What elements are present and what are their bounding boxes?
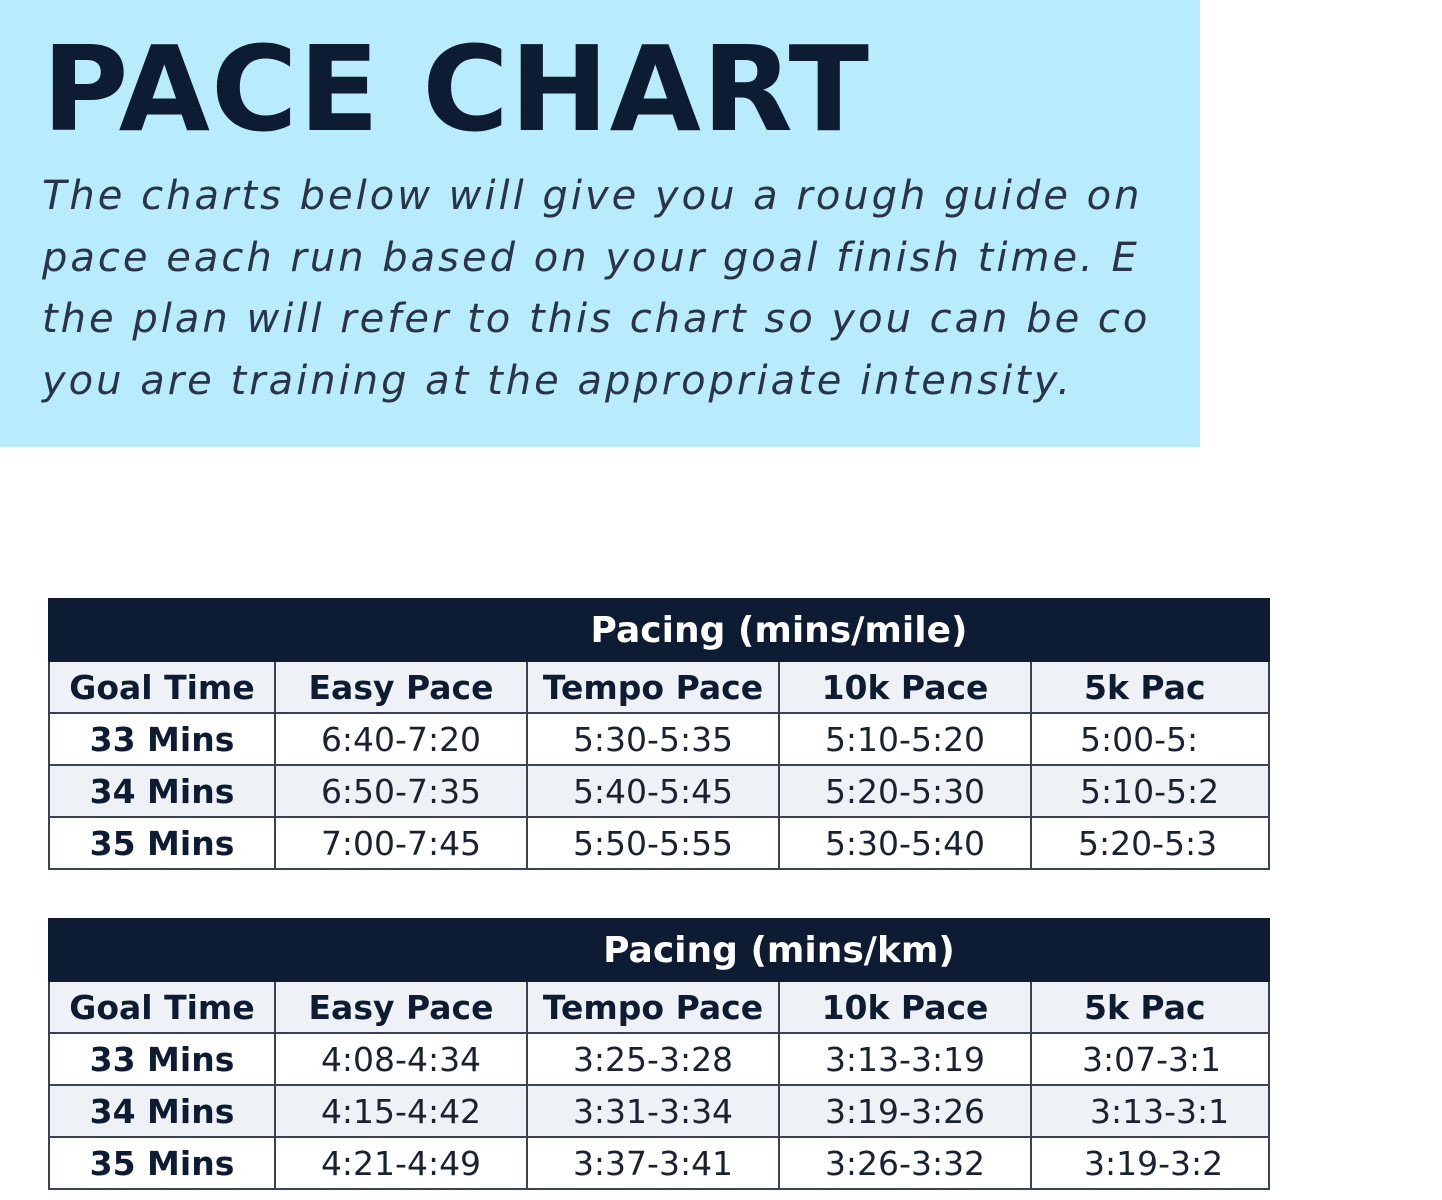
table-cell: 33 Mins xyxy=(49,713,275,765)
table-cell: 5:30-5:40 xyxy=(779,817,1031,869)
header-banner xyxy=(0,0,1200,447)
column-header: 5k Pac xyxy=(1031,981,1269,1033)
table-caption: Pacing (mins/km) xyxy=(49,919,1269,981)
pace-table-km xyxy=(48,918,1268,1190)
intro-line: the plan will refer to this chart so you can be co xyxy=(42,296,1151,342)
table-cell: 5:50-5:55 xyxy=(527,817,779,869)
table-cell: 3:25-3:28 xyxy=(527,1033,779,1085)
table-cell: 34 Mins xyxy=(49,1085,275,1137)
table-cell: 5:10-5:20 xyxy=(779,713,1031,765)
table-row xyxy=(49,1085,1269,1137)
table-cell: 3:13-3:19 xyxy=(779,1033,1031,1085)
table-cell: 3:13-3:1 xyxy=(1031,1085,1269,1137)
column-header: 10k Pace xyxy=(779,661,1031,713)
page-title: PACE CHART xyxy=(42,20,870,158)
table-cell: 5:20-5:30 xyxy=(779,765,1031,817)
table-cell: 4:08-4:34 xyxy=(275,1033,527,1085)
table-cell: 3:19-3:2 xyxy=(1031,1137,1269,1189)
table-row xyxy=(49,1033,1269,1085)
table-cell: 4:15-4:42 xyxy=(275,1085,527,1137)
table-caption: Pacing (mins/mile) xyxy=(49,599,1269,661)
table-row xyxy=(49,817,1269,869)
intro-line: you are training at the appropriate intensity. xyxy=(42,357,1074,404)
table-header-row xyxy=(49,981,1269,1033)
table-cell: 6:40-7:20 xyxy=(275,713,527,765)
table-cell: 3:07-3:1 xyxy=(1031,1033,1269,1085)
table-cell: 5:40-5:45 xyxy=(527,765,779,817)
table-cell: 34 Mins xyxy=(49,765,275,817)
column-header: Tempo Pace xyxy=(527,981,779,1033)
column-header: 5k Pac xyxy=(1031,661,1269,713)
table-cell: 35 Mins xyxy=(49,1137,275,1189)
intro-text xyxy=(42,166,1442,412)
table-cell: 5:00-5: xyxy=(1031,713,1269,765)
table-cell: 5:20-5:3 xyxy=(1031,817,1269,869)
column-header: Goal Time xyxy=(49,981,275,1033)
table-cell: 7:00-7:45 xyxy=(275,817,527,869)
table-cell: 3:37-3:41 xyxy=(527,1137,779,1189)
table-cell: 5:10-5:2 xyxy=(1031,765,1269,817)
column-header: 10k Pace xyxy=(779,981,1031,1033)
intro-line: pace each run based on your goal finish time. E xyxy=(42,234,1140,281)
table-cell: 4:21-4:49 xyxy=(275,1137,527,1189)
column-header: Goal Time xyxy=(49,661,275,713)
column-header: Tempo Pace xyxy=(527,661,779,713)
column-header: Easy Pace xyxy=(275,981,527,1033)
table-cell: 3:26-3:32 xyxy=(779,1137,1031,1189)
pace-table-mile xyxy=(48,598,1268,870)
table-cell: 3:31-3:34 xyxy=(527,1085,779,1137)
table-header-row xyxy=(49,661,1269,713)
table-cell: 35 Mins xyxy=(49,817,275,869)
table-cell: 3:19-3:26 xyxy=(779,1085,1031,1137)
table-cell: 5:30-5:35 xyxy=(527,713,779,765)
table-row xyxy=(49,1137,1269,1189)
table-row xyxy=(49,713,1269,765)
column-header: Easy Pace xyxy=(275,661,527,713)
table-row xyxy=(49,765,1269,817)
table-cell: 6:50-7:35 xyxy=(275,765,527,817)
intro-line: The charts below will give you a rough guide on xyxy=(42,173,1143,219)
table-cell: 33 Mins xyxy=(49,1033,275,1085)
